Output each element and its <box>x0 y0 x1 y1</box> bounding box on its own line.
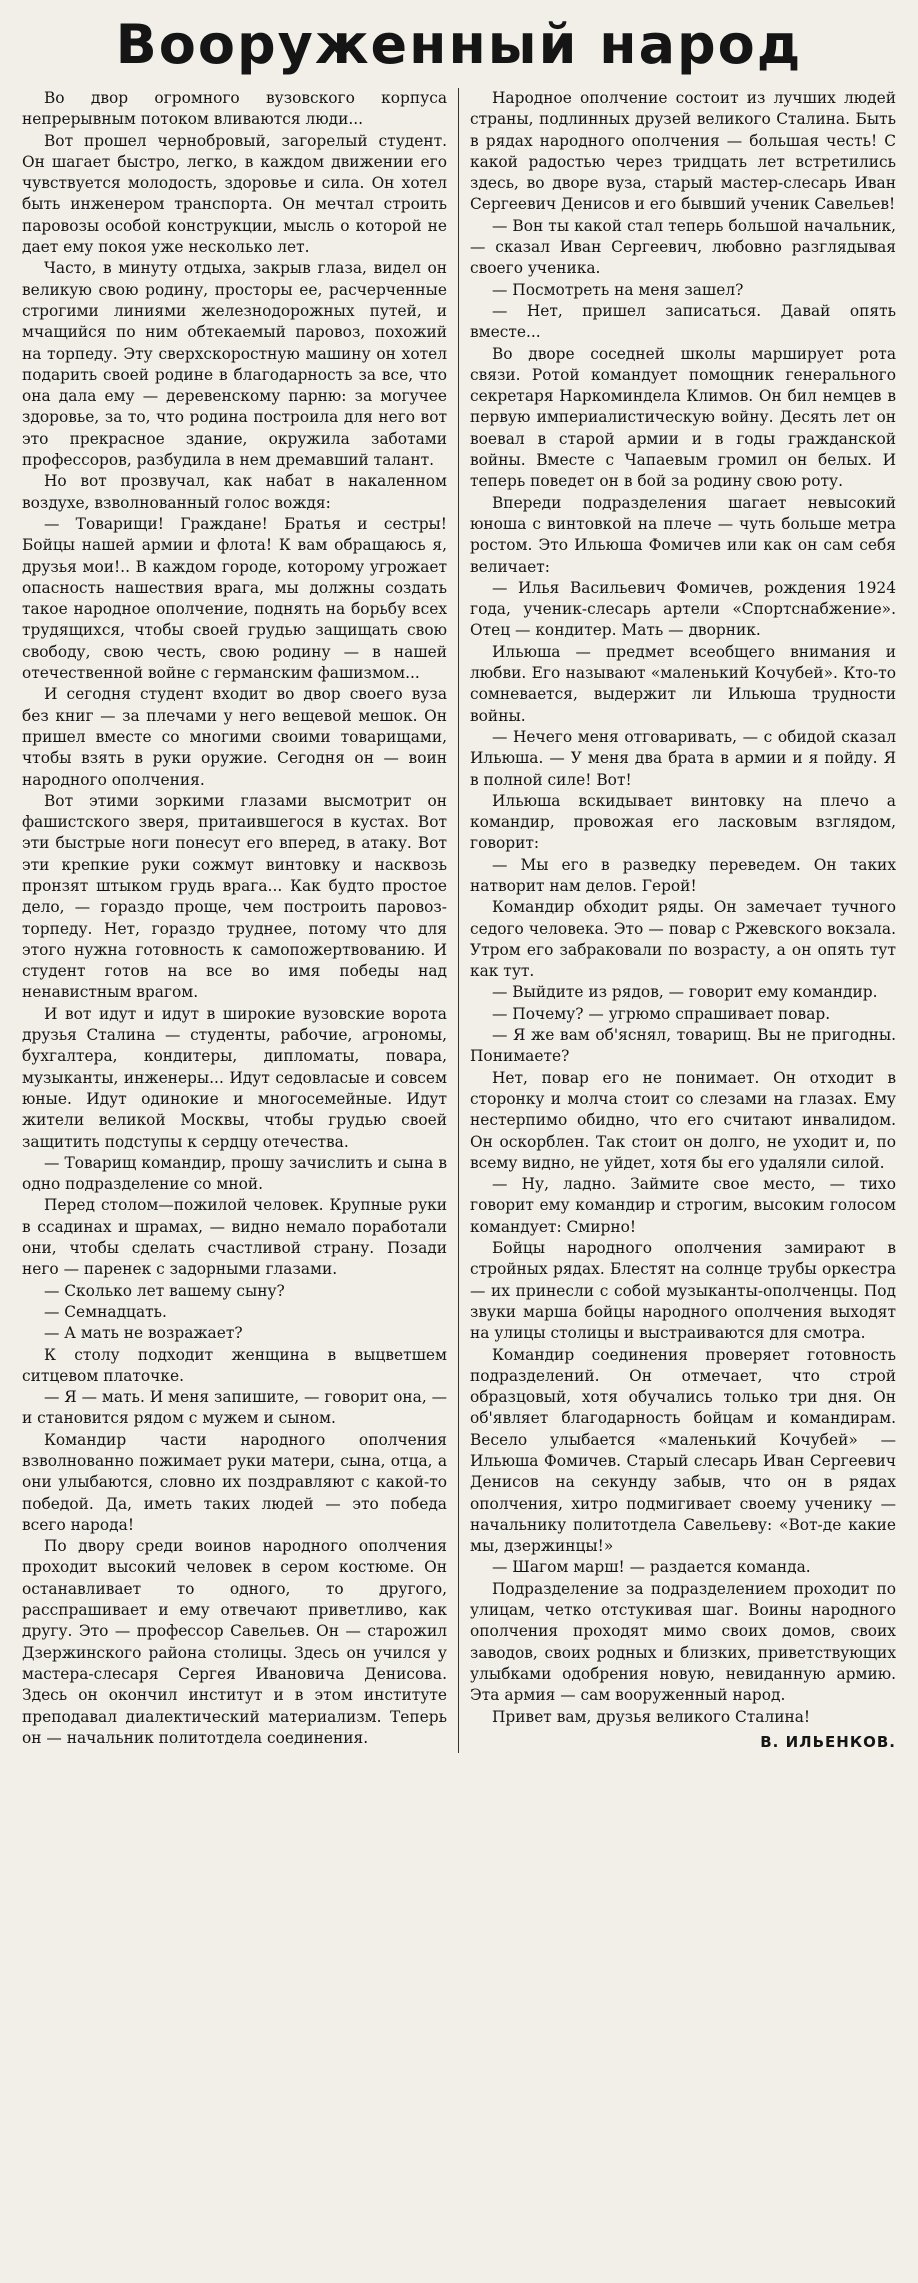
author-signature: В. ИЛЬЕНКОВ. <box>760 1732 896 1751</box>
paragraph: Нет, повар его не понимает. Он отходит в сторонку и молча стоит со слезами на глазах. Ему нестерпимо обидно, что его считают инвалидом. Он оскорблен. Так стоит он долго, не уходит и, по всему видно, не уйдет, хотя бы его удаляли силой. <box>470 1068 896 1172</box>
left-column <box>22 88 459 1753</box>
paragraph: Ильюша — предмет всеобщего внимания и любви. Его называют «маленький Кочубей». Кто-то сомневается, выдержит ли Ильюша трудности войны. <box>470 642 896 725</box>
paragraph: Привет вам, друзья великого Сталина! <box>492 1707 811 1726</box>
paragraph: — Сколько лет вашему сыну? <box>44 1281 285 1300</box>
paragraph: — Товарищи! Граждане! Братья и сестры! Бойцы нашей армии и флота! К вам обращаюсь я, друзья мои!.. В каждом городе, которому угрожает опасность нашествия врага, мы должны создать такое народное ополчение, поднять на борьбу всех трудящихся, чтобы своей грудью защищать свою свободу, свою честь, свою родину — в нашей отечественной войне с германским фашизмом... <box>22 514 447 683</box>
paragraph: — Шагом марш! — раздается команда. <box>492 1558 811 1577</box>
paragraph: — Нечего меня отговаривать, — с обидой сказал Ильюша. — У меня два брата в армии и я пойду. Я в полной силе! Вот! <box>470 727 896 789</box>
paragraph: Вот этими зоркими глазами высмотрит он фашистского зверя, притаившегося в кустах. Вот эти быстрые ноги понесут его вперед, в атаку. Вот эти крепкие руки сожмут винтовку и насквозь пронзят штыком грудь врага... Как будто простое дело, — гораздо проще, чем построить паровоз-торпеду. Нет, гораздо труднее, потому что для этого нужна готовность к самопожертвованию. И студент готов на все во имя победы над ненавистным врагом. <box>22 791 447 1002</box>
paragraph: — Почему? — угрюмо спрашивает повар. <box>492 1004 831 1023</box>
paragraph: Вот прошел чернобровый, загорелый студент. Он шагает быстро, легко, в каждом движении его чувствуется молодость, здоровье и сила. Он хотел быть инженером транспорта. Он мечтал строить паровозы особой конструкции, мысль о которой не дает ему покоя уже несколько лет. <box>22 131 447 257</box>
paragraph: Во двор огромного вузовского корпуса непрерывным потоком вливаются люди... <box>22 89 447 129</box>
paragraph: — Мы его в разведку переведем. Он таких натворит нам делов. Герой! <box>470 855 896 895</box>
paragraph: Но вот прозвучал, как набат в накаленном воздухе, взволнованный голос вождя: <box>22 472 447 512</box>
paragraph: Командир соединения проверяет готовность подразделений. Он отмечает, что строй образцовый, хотя обучались только три дня. Он об'являет благодарность бойцам и командирам. Весело улыбается «маленький Кочубей» — Ильюша Фомичев. Старый слесарь Иван Сергеевич Денисов на секунду забыв, что он в рядах ополчения, хитро подмигивает своему ученику — начальнику политотдела Савельеву: «Вот-де какие мы, дзержинцы!» <box>470 1345 896 1556</box>
paragraph: К столу подходит женщина в выцветшем ситцевом платочке. <box>22 1345 447 1385</box>
paragraph: — Выйдите из рядов, — говорит ему командир. <box>492 983 878 1002</box>
paragraph: Во дворе соседней школы марширует рота связи. Ротой командует помощник генерального секретаря Наркоминдела Климов. Он бил немцев в первую империалистическую войну. Десять лет он воевал в старой армии и в годы гражданской войны. Вместе с Чапаевым громил он белых. И теперь поведет он в бой за родину свою роту. <box>470 344 896 491</box>
paragraph: По двору среди воинов народного ополчения проходит высокий человек в сером костюме. Он останавливает то одного, то другого, расспрашивает и ему отвечают приветливо, как другу. Это — профессор Савельев. Он — старожил Дзержинского района столицы. Здесь он учился у мастера-слесаря Сергея Ивановича Денисова. Здесь он окончил институт и в этом институте преподавал диалектический материализм. Теперь он — начальник политотдела соединения. <box>22 1537 447 1747</box>
paragraph: Впереди подразделения шагает невысокий юноша с винтовкой на плече — чуть больше метра ростом. Это Ильюша Фомичев или как он сам себя величает: <box>470 493 896 576</box>
paragraph: — Семнадцать. <box>44 1302 167 1321</box>
paragraph: Командир части народного ополчения взволнованно пожимает руки матери, сына, отца, а они улыбаются, словно их поздравляют с какой-то победой. Да, иметь таких людей — это победа всего народа! <box>22 1430 447 1534</box>
paragraph: Ильюша вскидывает винтовку на плечо а командир, провожая его ласковым взглядом, говорит: <box>470 791 896 853</box>
paragraph: — Посмотреть на меня зашел? <box>492 280 744 299</box>
paragraph: — Нет, пришел записаться. Давай опять вместе... <box>470 301 896 342</box>
article-title: Вооруженный народ <box>115 13 803 76</box>
paragraph: И вот идут и идут в широкие вузовские ворота друзья Сталина — студенты, рабочие, агрономы, бухгалтера, кондитеры, дипломаты, повара, музыканты, инженеры... Идут седовласые и совсем юные. Идут одинокие и многосемейные. Идут жители великой Москвы, чтобы грудью своей защитить подступы к сердцу отечества. <box>22 1004 447 1151</box>
article-columns <box>22 88 896 1753</box>
paragraph: Часто, в минуту отдыха, закрыв глаза, видел он великую свою родину, просторы ее, расчерченные строгими линиями железнодорожных путей, и мчащийся по ним обтекаемый паровоз, похожий на торпеду. Эту сверхскоростную машину он хотел подарить своей родине в благодарность за все, что она дала ему — деревенскому парню: за могучее здоровье, за то, что родина построила для него вот это прекрасное здание, окружила заботами профессоров, разбудила в нем дремавший талант. <box>22 259 447 470</box>
paragraph: — Товарищ командир, прошу зачислить и сына в одно подразделение со мной. <box>22 1153 447 1194</box>
paragraph: — А мать не возражает? <box>44 1324 243 1343</box>
paragraph: — Вон ты какой стал теперь большой начальник, — сказал Иван Сергеевич, любовно разглядывая своего ученика. <box>470 216 896 278</box>
paragraph: — Я же вам об'яснял, товарищ. Вы не пригодны. Понимаете? <box>470 1026 896 1066</box>
paragraph: Подразделение за подразделением проходит по улицам, четко отстукивая шаг. Воины народного ополчения проходят мимо своих домов, своих заводов, своих родных и близких, приветствующих улыбками одобрения новую, невиданную армию. Эта армия — сам вооруженный народ. <box>470 1579 896 1705</box>
paragraph: Бойцы народного ополчения замирают в стройных рядах. Блестят на солнце трубы оркестра — их принесли с собой музыканты-ополченцы. Под звуки марша бойцы народного ополчения выходят на улицы столицы и выстраиваются для смотра. <box>470 1239 896 1343</box>
paragraph: Народное ополчение состоит из лучших людей страны, подлинных друзей великого Сталина. Быть в рядах народного ополчения — большая честь! С какой радостью через тридцать лет встретились здесь, во дворе вуза, старый мастер-слесарь Иван Сергеевич Денисов и его бывший ученик Савельев! <box>470 89 896 214</box>
paragraph: — Илья Васильевич Фомичев, рождения 1924 года, ученик-слесарь артели «Спортснабжение». Отец — кондитер. Мать — дворник. <box>470 578 896 640</box>
paragraph: — Ну, ладно. Займите свое место, — тихо говорит ему командир и строгим, высоким голосом командует: Смирно! <box>470 1175 896 1236</box>
right-column <box>459 88 896 1753</box>
paragraph: — Я — мать. И меня запишите, — говорит она, — и становится рядом с мужем и сыном. <box>22 1388 447 1428</box>
paragraph: Командир обходит ряды. Он замечает тучного седого человека. Это — повар с Ржевского вокзала. Утром его забраковали по возрасту, а он опять тут как тут. <box>470 898 896 981</box>
paragraph: Перед столом—пожилой человек. Крупные руки в ссадинах и шрамах, — видно немало поработали они, чтобы сделать счастливой страну. Позади него — паренек с задорными глазами. <box>22 1196 447 1279</box>
paragraph: И сегодня студент входит во двор своего вуза без книг — за плечами у него вещевой мешок. Он пришел вместе со многими своими товарищами, чтобы взять в руки оружие. Сегодня он — воин народного ополчения. <box>22 685 447 789</box>
